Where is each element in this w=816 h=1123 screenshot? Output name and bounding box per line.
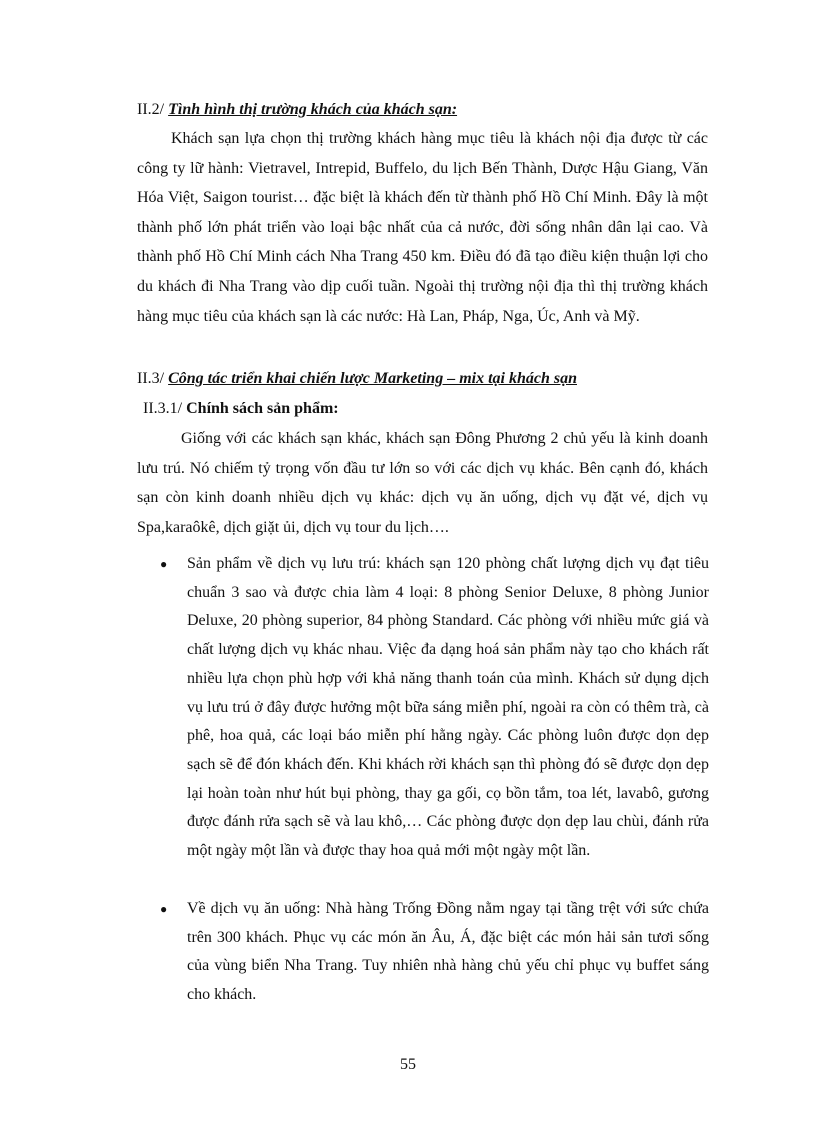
page-number: 55 [400,1056,416,1073]
bullet-icon: ● [160,557,168,571]
section-number: II.3/ [137,370,165,387]
bullet-text: Sản phẩm về dịch vụ lưu trú: khách sạn 120 phòng chất lượng dịch vụ đạt tiêu chuẩn 3 sao và được chia làm 4 loại: 8 phòng Senior Deluxe, 8 phòng Junior Deluxe, 20 phòng superior, 84 phòng Standard. Các phòng với nhiều mức giá và chất lượng dịch vụ khác nhau. Việc đa dạng hoá sản phẩm này tạo cho khách rất nhiều lựa chọn phù hợp với khả năng thanh toán của mình. Khách sử dụng dịch vụ lưu trú ở đây được hưởng một bữa sáng miễn phí, ngoài ra còn có thêm trà, cà phê, hoa quả, các loại báo miễn phí hằng ngày. Các phòng luôn được dọn dẹp sạch sẽ để đón khách đến. Khi khách rời khách sạn thì phòng đó sẽ được dọn dẹp lại hoàn toàn như hút bụi phòng, thay ga gối, cọ bồn tắm, toa lét, lavabô, gương được đánh rửa sạch sẽ và lau khô,… Các phòng được dọn dẹp lau chùi, đánh rửa một ngày một lần và được thay hoa quả mới một ngày một lần. [187,555,709,860]
section-heading-2-3 [137,368,577,390]
section-heading-2-3-1 [143,398,339,420]
market-paragraph: Khách sạn lựa chọn thị trường khách hàng mục tiêu là khách nội địa được từ các công ty lữ hành: Vietravel, Intrepid, Buffelo, du lịch Bến Thành, Dược Hậu Giang, Văn Hóa Việt, Saigon tourist… đặc biệt là khách đến từ thành phố Hồ Chí Minh. Đây là một thành phố lớn phát triển vào loại bậc nhất của cả nước, đời sống nhân dân lại cao. Và thành phố Hồ Chí Minh cách Nha Trang 450 km. Điều đó đã tạo điều kiện thuận lợi cho du khách đi Nha Trang vào dịp cuối tuần. Ngoài thị trường nội địa thì thị trường khách hàng mục tiêu của khách sạn là các nước: Hà Lan, Pháp, Nga, Úc, Anh và Mỹ. [137,130,708,325]
product-policy-paragraph: Giống với các khách sạn khác, khách sạn Đông Phương 2 chủ yếu là kinh doanh lưu trú. Nó chiếm tỷ trọng vốn đầu tư lớn so với các dịch vụ khác. Bên cạnh đó, khách sạn còn kinh doanh nhiều dịch vụ khác: dịch vụ ăn uống, dịch vụ đặt vé, dịch vụ Spa,karaôkê, dịch giặt ủi, dịch vụ tour du lịch…. [137,430,708,536]
section-title: Công tác triển khai chiến lược Marketing – mix tại khách sạn [168,370,577,387]
section-number: II.2/ [137,101,165,118]
section-title: Tình hình thị trường khách của khách sạn: [168,101,458,118]
section-number: II.3.1/ [143,400,183,417]
bullet-text: Về dịch vụ ăn uống: Nhà hàng Trống Đồng nằm ngay tại tầng trệt với sức chứa trên 300 khách. Phục vụ các món ăn Âu, Á, đặc biệt các món hải sản tươi sống của vùng biển Nha Trang. Tuy nhiên nhà hàng chủ yếu chỉ phục vụ buffet sáng cho khách. [187,900,709,1004]
section-heading-2-2 [137,99,457,121]
section-title: Chính sách sản phẩm: [186,400,339,417]
bullet-icon: ● [160,902,168,916]
